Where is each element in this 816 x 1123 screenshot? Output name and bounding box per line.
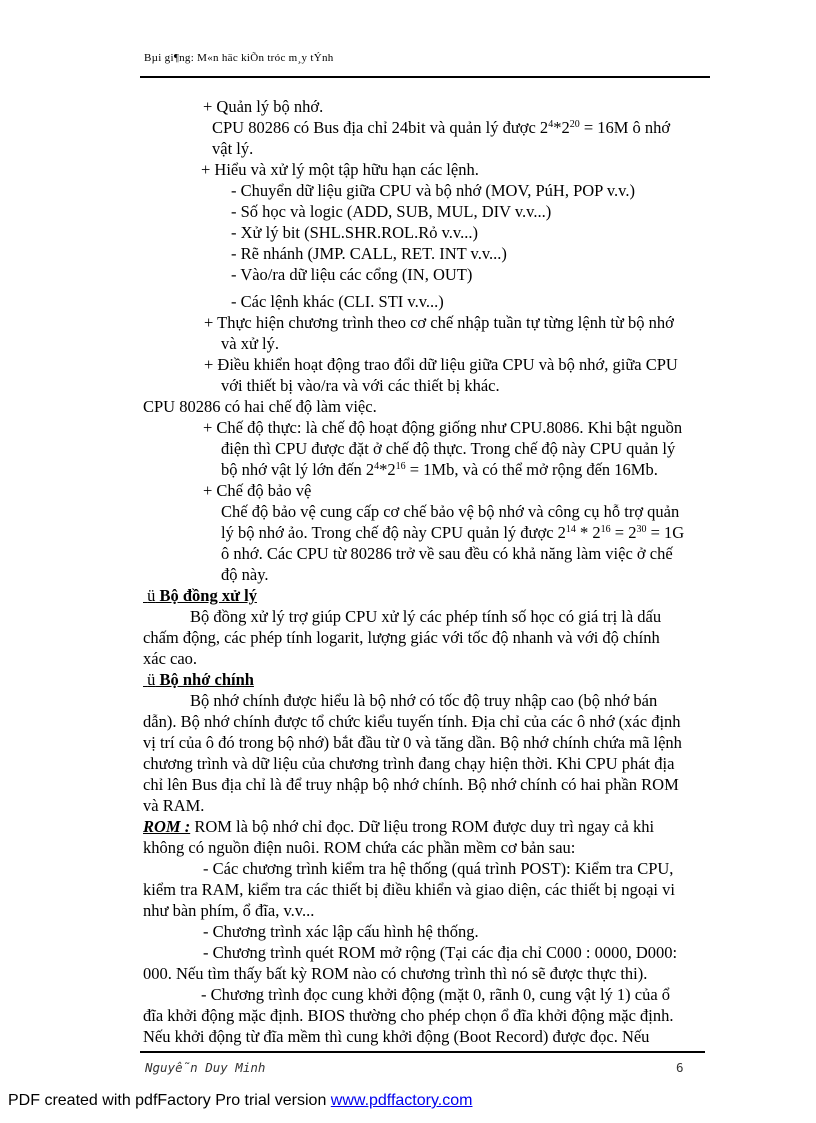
text-line: ô nhớ. Các CPU từ 80286 trở về sau đều có khả năng làm việc ở chế — [221, 544, 673, 563]
text-line: điện thì CPU được đặt ở chế độ thực. Trong chế độ này CPU quản lý — [221, 439, 676, 458]
text-line: dẫn). Bộ nhớ chính được tổ chức kiểu tuyến tính. Địa chỉ của các ô nhớ (xác định — [143, 712, 681, 731]
pdffactory-link[interactable]: www.pdffactory.com — [330, 1092, 473, 1109]
text-line: - Chương trình xác lập cấu hình hệ thống. — [203, 922, 479, 941]
pdf-note-text: PDF created with pdfFactory Pro trial version — [8, 1092, 331, 1109]
text-line: kiểm tra RAM, kiểm tra các thiết bị điều khiển và giao diện, các thiết bị ngoại vi — [143, 880, 675, 899]
footer-page-number: 6 — [676, 1060, 684, 1075]
pdf-watermark — [8, 1092, 472, 1110]
text-line: - Rẽ nhánh (JMP. CALL, RET. INT v.v...) — [231, 244, 507, 263]
text-line: + Quản lý bộ nhớ. — [203, 97, 324, 116]
text-line: chương trình và dữ liệu của chương trình đang chạy hiện thời. Khi CPU phát địa — [143, 754, 675, 773]
text-line: đĩa khởi động mặc định. BIOS thường cho phép chọn ổ đĩa khởi động mặc định. — [143, 1006, 674, 1025]
text-line: CPU 80286 có hai chế độ làm việc. — [143, 397, 377, 416]
text-line: CPU 80286 có Bus địa chỉ 24bit và quản lý được $2^4*2^{20} = 16M$ ô nhớ — [212, 118, 671, 137]
text-line: vị trí của ô đó trong bộ nhớ) bắt đầu từ 0 và tăng dần. Bộ nhớ chính chứa mã lệnh — [143, 733, 682, 752]
footer-rule — [140, 1051, 705, 1053]
text-line: như bàn phím, ổ đĩa, v.v... — [143, 901, 315, 920]
text-line: + Điều khiển hoạt động trao đổi dữ liệu giữa CPU và bộ nhớ, giữa CPU — [204, 355, 678, 374]
text-line: độ này. — [221, 565, 269, 584]
text-line: - Chuyển dữ liệu giữa CPU và bộ nhớ (MOV, PúH, POP v.v.) — [231, 181, 635, 200]
text-line: và xử lý. — [221, 334, 279, 353]
text-line: + Hiểu và xử lý một tập hữu hạn các lệnh. — [201, 160, 479, 179]
text-line: 000. Nếu tìm thấy bất kỳ ROM nào có chương trình thì nó sẽ được thực thi). — [143, 964, 648, 983]
text-line: + Chế độ bảo vệ — [203, 481, 312, 500]
text-line: không có nguồn điện nuôi. ROM chứa các phần mềm cơ bản sau: — [143, 838, 576, 857]
text-line: bộ nhớ vật lý lớn đến $2^4*2^{16} = 1Mb$, và có thể mở rộng đến 16Mb. — [221, 460, 658, 479]
text-line: chỉ lên Bus địa chỉ là để truy nhập bộ nhớ chính. Bộ nhớ chính có hai phần ROM — [143, 775, 679, 794]
footer-author: Nguyễn Duy Minh — [145, 1060, 266, 1075]
text-line: - Chương trình quét ROM mở rộng (Tại các địa chỉ C000 : 0000, D000: — [203, 943, 678, 962]
text-line: với thiết bị vào/ra và với các thiết bị khác. — [221, 376, 500, 395]
text-line: + Thực hiện chương trình theo cơ chế nhập tuần tự từng lệnh từ bộ nhớ — [204, 313, 674, 332]
text-line: và RAM. — [143, 796, 205, 815]
text-line: Bộ nhớ chính được hiểu là bộ nhớ có tốc độ truy nhập cao (bộ nhớ bán — [190, 691, 658, 710]
section-heading-main-memory: ü Bộ nhớ chính — [147, 670, 254, 689]
text-line: Bộ đồng xử lý trợ giúp CPU xử lý các phép tính số học có giá trị là dấu — [190, 607, 662, 626]
text-line: Chế độ bảo vệ cung cấp cơ chế bảo vệ bộ nhớ và công cụ hỗ trợ quản — [221, 502, 680, 521]
section-heading-coprocessor: ü Bộ đồng xử lý — [147, 586, 257, 605]
page-header: Bµi gi¶ng: M«n häc kiÕn tróc m¸y tÝnh — [144, 52, 334, 64]
text-line: Nếu khởi động từ đĩa mềm thì cung khởi động (Boot Record) được đọc. Nếu — [143, 1027, 650, 1046]
rom-label: ROM : — [143, 817, 191, 836]
header-rule — [140, 76, 710, 78]
text-line: - Các lệnh khác (CLI. STI v.v...) — [231, 292, 444, 311]
text-line: vật lý. — [212, 139, 254, 158]
text-line: xác cao. — [143, 649, 198, 668]
text-line: - Vào/ra dữ liệu các cổng (IN, OUT) — [231, 265, 473, 284]
text-line: lý bộ nhớ ảo. Trong chế độ này CPU quản lý được $2^{14} * 2^{16} = 2^{30} = 1G$ — [221, 523, 685, 542]
text-line: - Các chương trình kiểm tra hệ thống (quá trình POST): Kiểm tra CPU, — [203, 859, 674, 878]
text-line: + Chế độ thực: là chế độ hoạt động giống như CPU.8086. Khi bật nguồn — [203, 418, 683, 437]
text-line: - Xử lý bit (SHL.SHR.ROL.Rỏ v.v...) — [231, 223, 478, 242]
text-line: chấm động, các phép tính logarit, lượng giác với tốc độ nhanh và với độ chính — [143, 628, 660, 647]
text-line: - Chương trình đọc cung khởi động (mặt 0, rãnh 0, cung vật lý 1) của ổ — [201, 985, 671, 1004]
text-line: ROM : ROM là bộ nhớ chỉ đọc. Dữ liệu trong ROM được duy trì ngay cả khi — [143, 817, 655, 836]
text-line: - Số học và logic (ADD, SUB, MUL, DIV v.v...) — [231, 202, 552, 221]
